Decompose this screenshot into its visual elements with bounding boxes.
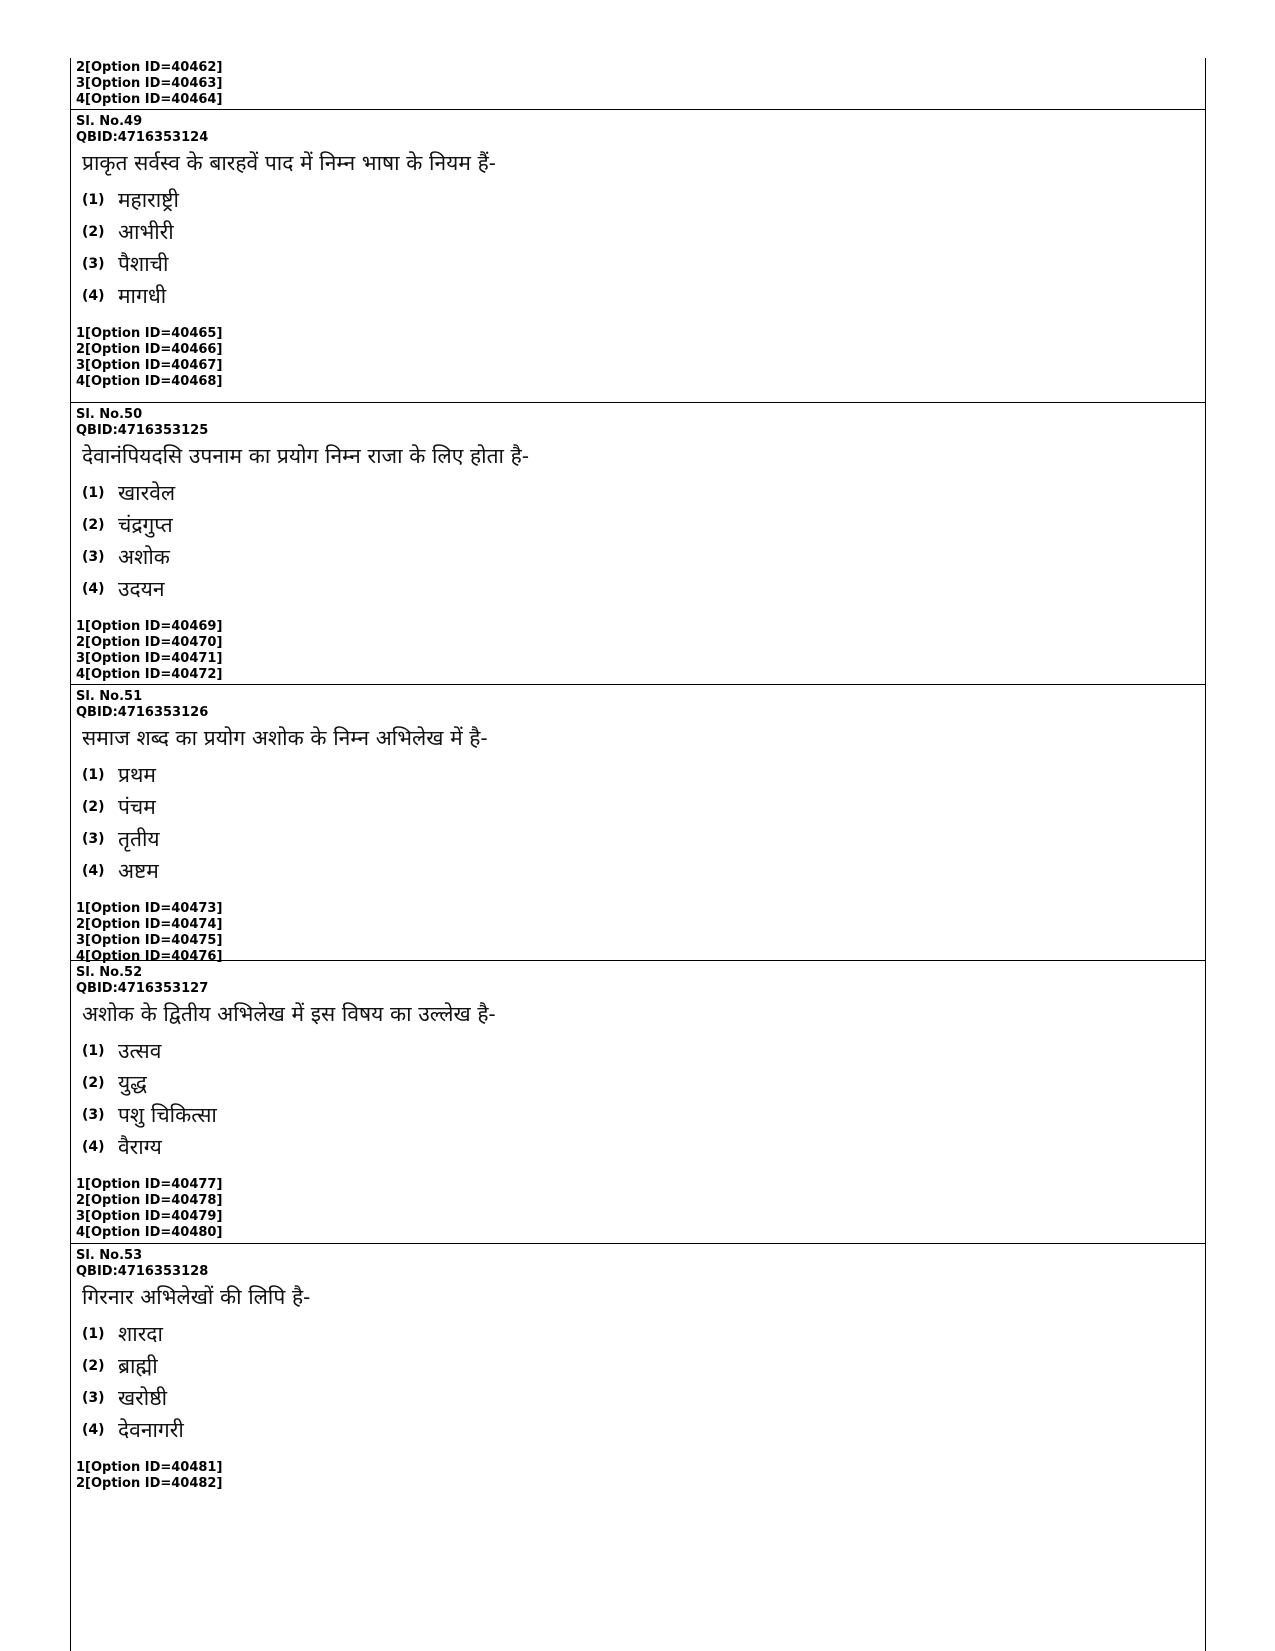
question-text: गिरनार अभिलेखों की लिपि है- [82, 1285, 311, 1309]
question-block [71, 961, 1205, 1244]
option-number: (2) [82, 799, 105, 815]
option [82, 791, 1205, 823]
option [82, 280, 1205, 312]
question-text: देवानंपियदसि उपनाम का प्रयोग निम्न राजा के लिए होता है- [82, 444, 529, 468]
option-id-line: 1[Option ID=40473] [76, 901, 223, 916]
option-number: (1) [82, 192, 105, 208]
option-text: चंद्रगुप्त [118, 513, 173, 537]
option-text: पशु चिकित्सा [118, 1103, 217, 1127]
option-number: (2) [82, 517, 105, 533]
option-id-line: 3[Option ID=40471] [76, 651, 223, 666]
option-number: (3) [82, 1390, 105, 1406]
option-text: वैराग्य [118, 1135, 162, 1159]
option-number: (3) [82, 549, 105, 565]
option-number: (1) [82, 1326, 105, 1342]
option-text: शारदा [118, 1322, 163, 1346]
question-block [71, 110, 1205, 403]
option-text: ब्राह्मी [118, 1354, 158, 1378]
option-text: मागधी [118, 284, 167, 308]
option [82, 477, 1205, 509]
question-block [71, 1244, 1205, 1494]
option [82, 1414, 1205, 1446]
option-id-line: 1[Option ID=40465] [76, 326, 223, 341]
option-id-line: 2[Option ID=40474] [76, 917, 223, 932]
option-id-line: 4[Option ID=40468] [76, 374, 223, 389]
option [82, 1350, 1205, 1382]
qbid: QBID:4716353124 [76, 130, 209, 145]
qbid: QBID:4716353127 [76, 981, 209, 996]
option-text: प्रथम [118, 763, 156, 787]
option [82, 759, 1205, 791]
option-number: (3) [82, 256, 105, 272]
option [82, 1131, 1205, 1163]
option [82, 509, 1205, 541]
option-ids [76, 1460, 1205, 1496]
serial-number: Sl. No.50 [76, 407, 143, 422]
option-id-line: 1[Option ID=40469] [76, 619, 223, 634]
option-ids [76, 1177, 1205, 1245]
option [82, 184, 1205, 216]
option-number: (2) [82, 224, 105, 240]
qbid: QBID:4716353126 [76, 705, 209, 720]
option [82, 573, 1205, 605]
option-id-line: 3[Option ID=40479] [76, 1209, 223, 1224]
option-text: अशोक [118, 545, 170, 569]
option-text: खारवेल [118, 481, 176, 505]
option-number: (2) [82, 1358, 105, 1374]
option [82, 248, 1205, 280]
option-text: आभीरी [118, 220, 174, 244]
option-id-line: 4[Option ID=40480] [76, 1225, 223, 1240]
serial-number: Sl. No.49 [76, 114, 143, 129]
serial-number: Sl. No.53 [76, 1248, 143, 1263]
option-id-line: 2[Option ID=40462] [76, 60, 223, 75]
option [82, 1318, 1205, 1350]
option-number: (1) [82, 485, 105, 501]
option [82, 541, 1205, 573]
option-number: (4) [82, 1422, 105, 1438]
question-block [71, 685, 1205, 964]
option-number: (1) [82, 767, 105, 783]
option-id-line: 4[Option ID=40464] [76, 92, 223, 107]
option-id-line: 1[Option ID=40481] [76, 1460, 223, 1475]
option-id-line: 4[Option ID=40472] [76, 667, 223, 682]
option-ids [76, 901, 1205, 969]
option-number: (4) [82, 863, 105, 879]
option [82, 855, 1205, 887]
option-id-line: 2[Option ID=40478] [76, 1193, 223, 1208]
option-text: उदयन [118, 577, 165, 601]
question-text: प्राकृत सर्वस्व के बारहवें पाद में निम्न भाषा के नियम हैं- [82, 151, 496, 175]
option-id-line: 3[Option ID=40467] [76, 358, 223, 373]
question-paper-page [70, 58, 1206, 1651]
option-text: युद्ध [118, 1071, 147, 1095]
option-id-line: 2[Option ID=40482] [76, 1476, 223, 1491]
option-number: (1) [82, 1043, 105, 1059]
option-id-line: 2[Option ID=40470] [76, 635, 223, 650]
question-text: अशोक के द्वितीय अभिलेख में इस विषय का उल्लेख है- [82, 1002, 496, 1026]
previous-question-tail [71, 58, 1205, 110]
qbid: QBID:4716353125 [76, 423, 209, 438]
option-number: (4) [82, 1139, 105, 1155]
option-text: अष्टम [118, 859, 159, 883]
option [82, 216, 1205, 248]
option-number: (3) [82, 1107, 105, 1123]
option-ids [76, 326, 1205, 394]
option-text: महाराष्ट्री [118, 188, 179, 212]
option-number: (4) [82, 288, 105, 304]
option-id-line: 1[Option ID=40477] [76, 1177, 223, 1192]
option [82, 1099, 1205, 1131]
option [82, 1382, 1205, 1414]
option-id-line: 3[Option ID=40463] [76, 76, 223, 91]
option [82, 823, 1205, 855]
option-ids [76, 619, 1205, 687]
option-text: तृतीय [118, 827, 160, 851]
option [82, 1035, 1205, 1067]
option-number: (4) [82, 581, 105, 597]
option-number: (3) [82, 831, 105, 847]
question-block [71, 403, 1205, 685]
option-id-line: 4[Option ID=40476] [76, 949, 223, 964]
serial-number: Sl. No.52 [76, 965, 143, 980]
option-number: (2) [82, 1075, 105, 1091]
option-id-line: 2[Option ID=40466] [76, 342, 223, 357]
option-id-line: 3[Option ID=40475] [76, 933, 223, 948]
option-text: पंचम [118, 795, 156, 819]
option [82, 1067, 1205, 1099]
option-text: खरोष्ठी [118, 1386, 168, 1410]
option-text: देवनागरी [118, 1418, 184, 1442]
option-text: पैशाची [118, 252, 169, 276]
question-text: समाज शब्द का प्रयोग अशोक के निम्न अभिलेख में है- [82, 726, 488, 750]
option-text: उत्सव [118, 1039, 162, 1063]
qbid: QBID:4716353128 [76, 1264, 209, 1279]
serial-number: Sl. No.51 [76, 689, 143, 704]
